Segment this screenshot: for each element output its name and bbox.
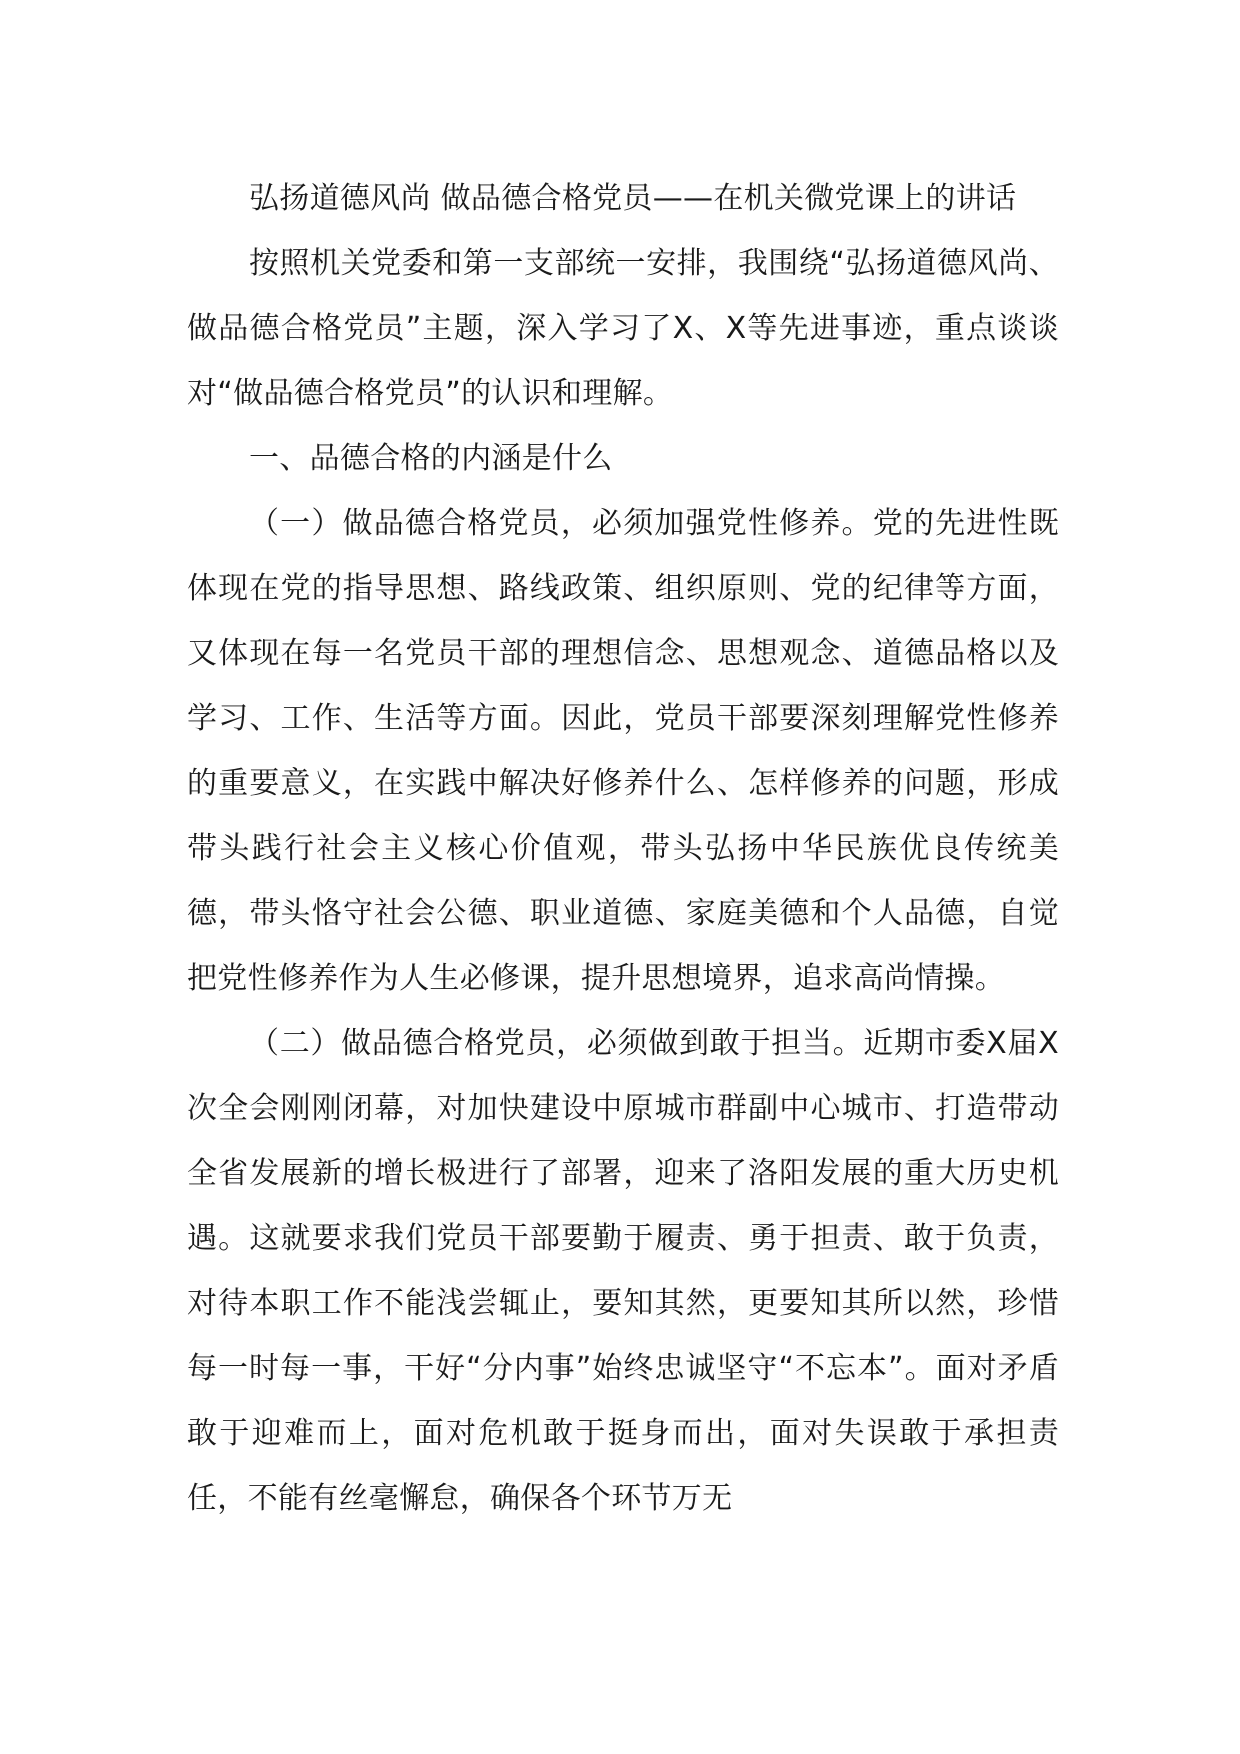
section-heading-1: 一、品德合格的内涵是什么	[249, 441, 613, 476]
paragraph-point-2: （二）做品德合格党员，必须做到敢于担当。近期市委X届X次全会刚刚闭幕，对加快建设中原城市群副中心城市、打造带动全省发展新的增长极进行了部署，迎来了洛阳发展的重大历史机遇。这就要求我们党员干部要勤于履责、勇于担责、敢于负责，对待本职工作不能浅尝辄止，要知其然，更要知其所以然，珍惜每一时每一事，干好“分内事”始终忠诚坚守“不忘本”。面对矛盾敢于迎难而上，面对危机敢于挺身而出，面对失误敢于承担责任，不能有丝毫懈怠，确保各个环节万无	[187, 1026, 1059, 1516]
paragraph-intro: 按照机关党委和第一支部统一安排，我围绕“弘扬道德风尚、做品德合格党员”主题，深入学习了X、X等先进事迹，重点谈谈对“做品德合格党员”的认识和理解。	[187, 246, 1059, 411]
document-title: 弘扬道德风尚 做品德合格党员——在机关微党课上的讲话	[249, 181, 1017, 216]
paragraph-point-1: （一）做品德合格党员，必须加强党性修养。党的先进性既体现在党的指导思想、路线政策、组织原则、党的纪律等方面，又体现在每一名党员干部的理想信念、思想观念、道德品格以及学习、工作、生活等方面。因此，党员干部要深刻理解党性修养的重要意义，在实践中解决好修养什么、怎样修养的问题，形成带头践行社会主义核心价值观，带头弘扬中华民族优良传统美德，带头恪守社会公德、职业道德、家庭美德和个人品德，自觉把党性修养作为人生必修课，提升思想境界，追求高尚情操。	[187, 506, 1059, 996]
document-body	[187, 166, 1059, 1531]
